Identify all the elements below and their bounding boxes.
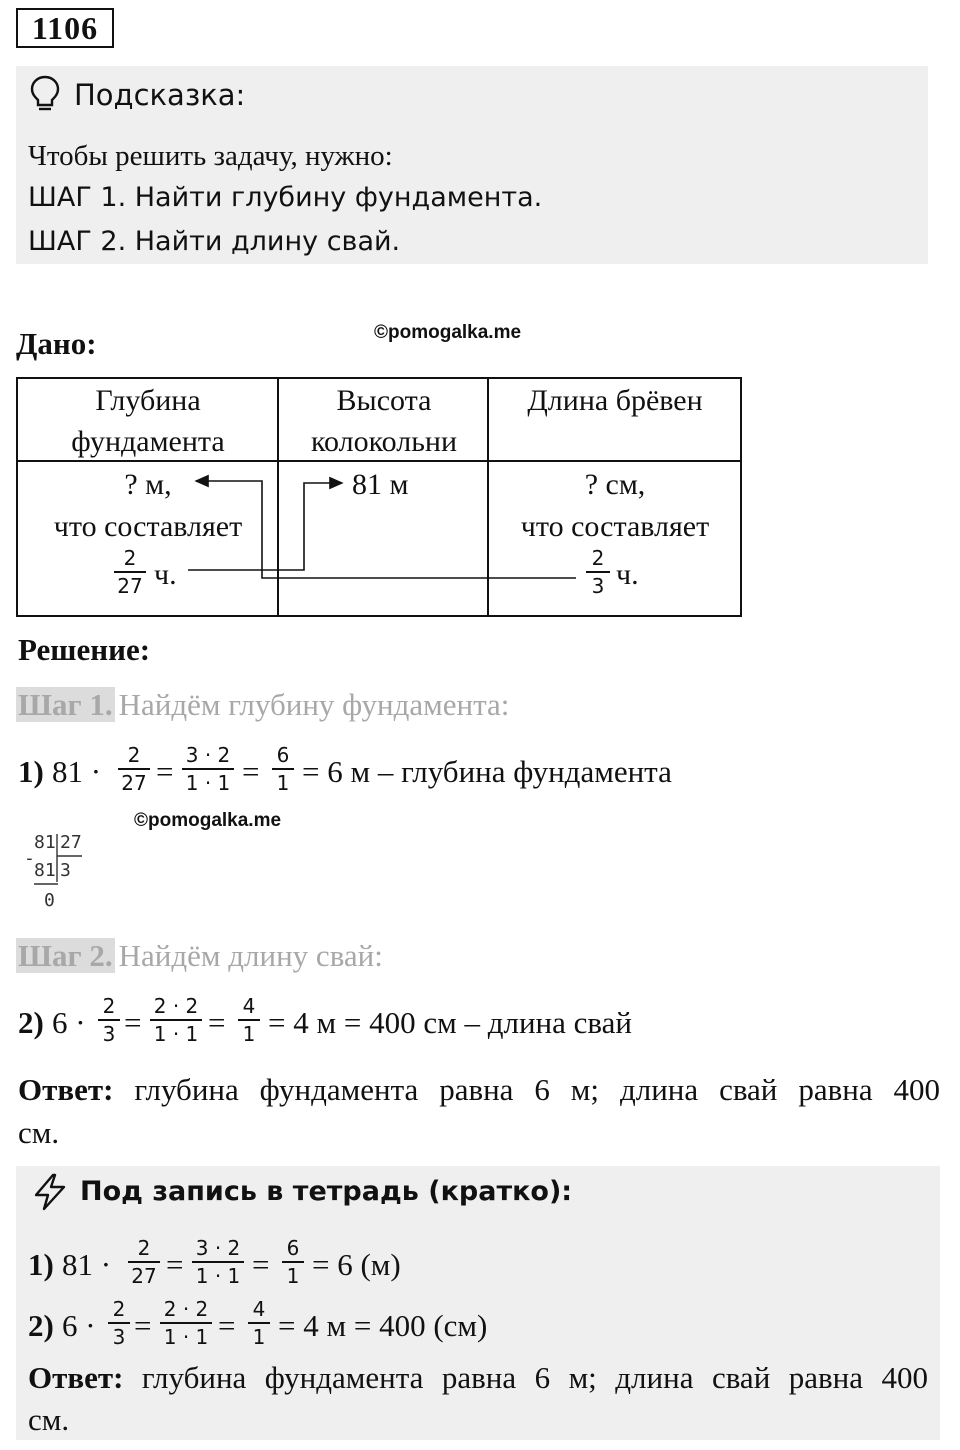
eq1-fraction-3 xyxy=(272,744,294,794)
fraction-denominator: 1 xyxy=(252,1325,266,1349)
hint-step2-label: ШАГ 2. xyxy=(28,226,127,257)
step2-heading xyxy=(16,938,383,974)
long-division xyxy=(24,830,94,914)
step1-heading xyxy=(16,687,509,723)
fraction-denominator: 1 · 1 xyxy=(163,1325,209,1349)
cell-depth-line1: ? м, xyxy=(124,468,172,501)
fraction-numerator: 2 xyxy=(123,546,137,570)
step2-text: Найдём длину свай: xyxy=(118,938,383,973)
division-divisor: 27 xyxy=(60,832,82,853)
fraction-numerator: 2 · 2 xyxy=(163,1297,209,1321)
fraction-numerator: 2 xyxy=(137,1236,151,1260)
cell-depth-fraction xyxy=(114,547,146,597)
cell-depth-line2: что составляет xyxy=(53,510,243,543)
division-remainder: 0 xyxy=(44,890,55,911)
step1-label: Шаг 1. xyxy=(18,687,113,722)
fraction-numerator: 2 xyxy=(102,994,116,1018)
division-dividend: 81 xyxy=(34,832,56,853)
eq2-fraction-2 xyxy=(150,995,202,1045)
short-eq2-result: = 4 м = 400 (см) xyxy=(278,1308,488,1343)
eq2-term: 6 · xyxy=(52,1005,86,1040)
header-height-line1: Высота xyxy=(336,384,432,417)
short-eq2-fraction-3 xyxy=(248,1298,270,1348)
short-title: Под запись в тетрадь (кратко): xyxy=(80,1176,573,1207)
fraction-denominator: 3 xyxy=(102,1022,116,1046)
short-eq1-term: 81 · xyxy=(62,1247,112,1282)
eq2-fraction-1 xyxy=(98,995,120,1045)
eq2-equals-2: = xyxy=(208,1005,226,1040)
cell-depth-suffix: ч. xyxy=(154,558,177,591)
eq2-result: = 4 м = 400 см – длина свай xyxy=(268,1005,632,1040)
cell-length-suffix: ч. xyxy=(616,558,639,591)
eq2-fraction-3 xyxy=(238,995,260,1045)
eq2-prefix: 2) xyxy=(18,1005,44,1040)
fraction-numerator: 2 · 2 xyxy=(153,994,199,1018)
division-minus: - xyxy=(24,848,35,869)
header-depth xyxy=(18,380,278,462)
fraction-numerator: 2 xyxy=(591,546,605,570)
fraction-denominator: 1 · 1 xyxy=(195,1264,241,1288)
eq1-fraction-2 xyxy=(182,744,234,794)
fraction-numerator: 3 · 2 xyxy=(185,743,231,767)
fraction-denominator: 3 xyxy=(591,574,605,598)
eq1-equals-1: = xyxy=(156,754,174,789)
header-height xyxy=(280,380,488,462)
fraction-numerator: 3 · 2 xyxy=(195,1236,241,1260)
header-depth-line1: Глубина xyxy=(95,384,201,417)
header-height-line2: колокольни xyxy=(310,425,458,458)
answer-line1 xyxy=(18,1072,940,1108)
step2-label: Шаг 2. xyxy=(18,938,113,973)
header-length xyxy=(490,380,740,421)
short-answer-text: глубина фундамента равна 6 м; длина свай равна 400 xyxy=(141,1360,928,1395)
fraction-denominator: 1 xyxy=(286,1264,300,1288)
short-eq1-fraction-1 xyxy=(128,1237,160,1287)
short-notes-box xyxy=(16,1166,940,1440)
fraction-numerator: 4 xyxy=(242,994,256,1018)
short-eq2-equals-1: = xyxy=(134,1308,152,1343)
watermark-middle: ©pomogalka.me xyxy=(134,810,282,831)
fraction-denominator: 1 · 1 xyxy=(185,771,231,795)
short-eq2-term: 6 · xyxy=(62,1308,96,1343)
given-label: Дано: xyxy=(16,326,97,361)
eq1-prefix: 1) xyxy=(18,754,44,789)
cell-height-value: 81 м xyxy=(352,468,409,501)
eq1-fraction-1 xyxy=(118,744,150,794)
problem-number: 1106 xyxy=(16,8,114,48)
answer-label: Ответ: xyxy=(18,1072,114,1107)
short-eq1-fraction-2 xyxy=(192,1237,244,1287)
fraction-denominator: 1 xyxy=(242,1022,256,1046)
watermark-top: ©pomogalka.me xyxy=(374,322,522,343)
eq1-term: 81 · xyxy=(52,754,102,789)
eq1-equals-2: = xyxy=(242,754,260,789)
hint-step2 xyxy=(28,226,400,257)
fraction-numerator: 2 xyxy=(127,743,141,767)
fraction-numerator: 2 xyxy=(112,1297,126,1321)
header-length-line1: Длина брёвен xyxy=(527,384,703,417)
hint-step1 xyxy=(28,182,542,213)
cell-length-line2: что составляет xyxy=(520,510,710,543)
hint-intro: Чтобы решить задачу, нужно: xyxy=(28,140,393,172)
short-eq2-equals-2: = xyxy=(218,1308,236,1343)
short-eq2-fraction-2 xyxy=(160,1298,212,1348)
short-eq1-equals-1: = xyxy=(166,1247,184,1282)
fraction-numerator: 6 xyxy=(286,1236,300,1260)
fraction-denominator: 1 · 1 xyxy=(153,1022,199,1046)
fraction-denominator: 27 xyxy=(121,771,147,795)
cell-length-line1: ? см, xyxy=(584,468,646,501)
cell-length-fraction xyxy=(586,547,610,597)
short-answer-label: Ответ: xyxy=(28,1360,124,1395)
short-eq2-fraction-1 xyxy=(108,1298,130,1348)
short-answer-line1 xyxy=(28,1360,928,1396)
solution-label: Решение: xyxy=(18,632,151,667)
hint-title: Подсказка: xyxy=(74,78,246,112)
short-eq1-fraction-3 xyxy=(282,1237,304,1287)
eq2-equals-1: = xyxy=(124,1005,142,1040)
answer-line2: см. xyxy=(18,1115,60,1150)
hint-step1-label: ШАГ 1. xyxy=(28,182,127,213)
step1-text: Найдём глубину фундамента: xyxy=(118,687,510,722)
lightning-icon xyxy=(30,1172,70,1212)
lightbulb-icon xyxy=(28,74,62,114)
eq1-result: = 6 м – глубина фундамента xyxy=(302,754,672,789)
fraction-numerator: 4 xyxy=(252,1297,266,1321)
short-eq1-result: = 6 (м) xyxy=(312,1247,401,1282)
division-quotient: 3 xyxy=(60,860,71,881)
division-subtrahend: 81 xyxy=(34,860,56,881)
answer-text: глубина фундамента равна 6 м; длина свай равна 400 xyxy=(134,1072,941,1107)
fraction-denominator: 3 xyxy=(112,1325,126,1349)
short-eq1-prefix: 1) xyxy=(28,1247,54,1282)
short-answer-line2: см. xyxy=(28,1402,70,1437)
short-eq1-equals-2: = xyxy=(252,1247,270,1282)
short-eq2-prefix: 2) xyxy=(28,1308,54,1343)
fraction-denominator: 1 xyxy=(276,771,290,795)
hint-step1-text: Найти глубину фундамента. xyxy=(134,182,543,213)
hint-step2-text: Найти длину свай. xyxy=(134,226,401,257)
fraction-numerator: 6 xyxy=(276,743,290,767)
header-depth-line2: фундамента xyxy=(71,425,225,458)
fraction-denominator: 27 xyxy=(131,1264,157,1288)
fraction-denominator: 27 xyxy=(117,574,143,598)
